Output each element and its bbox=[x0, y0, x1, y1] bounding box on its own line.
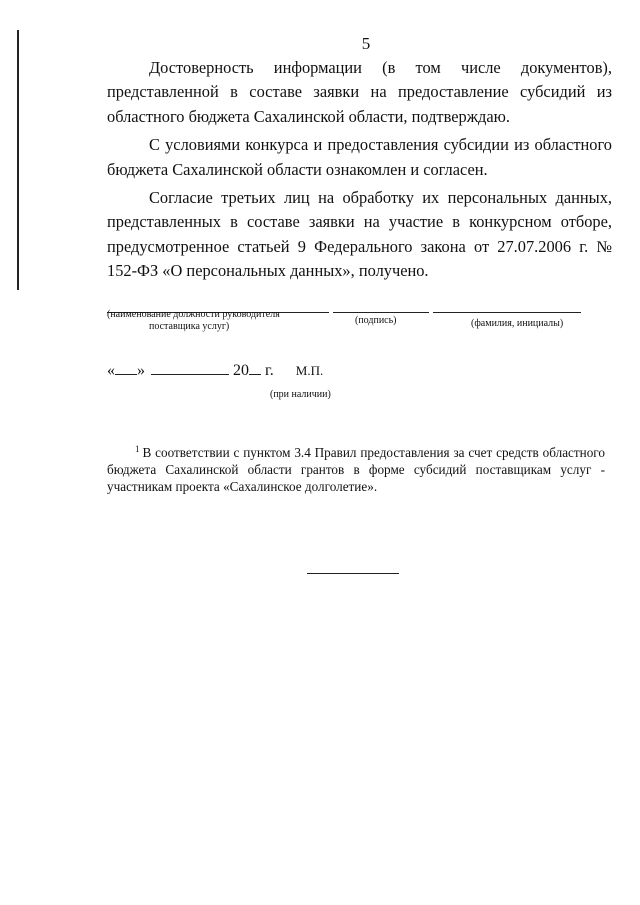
page-number: 5 bbox=[361, 34, 371, 53]
end-of-document-rule bbox=[307, 573, 399, 574]
stamp-note: (при наличии) bbox=[270, 389, 331, 400]
name-label: (фамилия, инициалы) bbox=[471, 318, 564, 329]
position-label bbox=[107, 309, 280, 333]
date-close-quote: » bbox=[137, 362, 145, 379]
day-blank bbox=[115, 360, 137, 375]
date-open-quote: « bbox=[107, 362, 115, 379]
month-blank bbox=[151, 360, 229, 375]
date-row bbox=[107, 360, 323, 380]
body-text bbox=[107, 56, 612, 288]
position-label-line1: (наименование должности руководителя bbox=[107, 309, 280, 320]
scan-edge-mark bbox=[17, 30, 19, 290]
paragraph-conditions: С условиями конкурса и предоставления субсидии из областного бюджета Сахалинской области ознакомлен и согласен. bbox=[107, 135, 612, 179]
paragraph-reliability: Достоверность информации (в том числе документов), представленной в составе заявки на предоставление субсидий из областного бюджета Сахалинской области, подтверждаю. bbox=[107, 58, 612, 126]
paragraph-consent: Согласие третьих лиц на обработку их персональных данных, представленных в составе заявки на участие в конкурсном отборе, предусмотренное статьей 9 Федерального закона от 27.07.2006 г. № 152-ФЗ «О персональных данных», получено. bbox=[107, 188, 612, 281]
stamp-label: М.П. bbox=[295, 363, 324, 378]
footnote bbox=[107, 444, 605, 495]
year-suffix: г. bbox=[265, 362, 274, 379]
signature-line-name bbox=[433, 312, 581, 313]
signature-line-sign bbox=[333, 312, 429, 313]
footnote-text: В соответствии с пунктом 3.4 Правил предоставления за счет средств областного бюджета Сахалинской области грантов в форме субсидий поставщикам услуг - участникам проекта «Сахалинское долголетие». bbox=[107, 445, 605, 494]
signature-label: (подпись) bbox=[355, 315, 397, 326]
year-prefix: 20 bbox=[233, 362, 249, 379]
year-blank bbox=[249, 360, 261, 375]
position-label-line2: поставщика услуг) bbox=[149, 321, 230, 332]
footnote-marker: 1 bbox=[135, 443, 140, 454]
